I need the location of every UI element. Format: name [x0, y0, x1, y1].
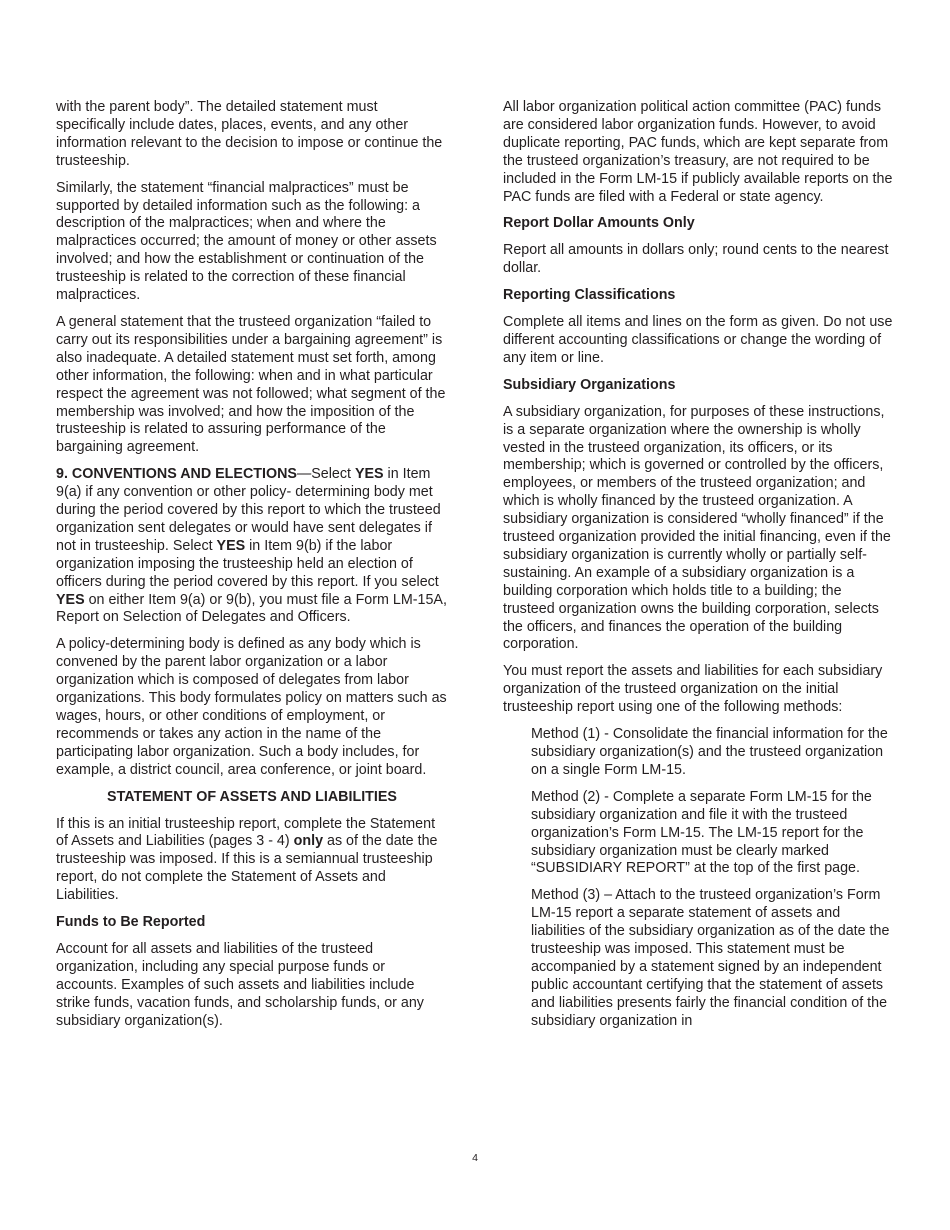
paragraph-bargaining-agreement: A general statement that the trusteed organization “failed to carry out its responsibilities under a bargaining agreement” is also inadequate. A detailed statement must set forth, among other information, the following: when and in what particular respect the agreement was not followed; what segment of the membership was involved; and how the imposition of the trusteeship is related to assuring performance of the bargaining agreement.	[56, 313, 446, 456]
paragraph-account-assets: Account for all assets and liabilities of the trusteed organization, including any special purpose funds or accounts. Examples of such assets and liabilities include strike funds, vacation funds, and scholarship funds, or any subsidiary organization(s).	[56, 940, 424, 1029]
paragraph-dollar-amounts: Report all amounts in dollars only; round cents to the nearest dollar.	[503, 242, 889, 277]
conventions-heading: 9. CONVENTIONS AND ELECTIONS	[56, 466, 297, 483]
method-1: Method (1) - Consolidate the financial information for the subsidiary organization(s) and the trusteed organization on a single Form LM-15.	[531, 726, 888, 778]
paragraph-parent-body: with the parent body”. The detailed statement must specifically include dates, places, events, and any other information relevant to the decision to impose or continue the trusteeship.	[56, 99, 443, 169]
left-column	[56, 99, 448, 1040]
right-column	[503, 99, 895, 1040]
paragraph-financial-malpractices: Similarly, the statement “financial malpractices” must be supported by detailed information such as the following: a description of the malpractices; when and where the malpractices occurred; the amount of money or other assets involved; and how the establishment or continuation of the trusteeship is related to the correction of these financial malpractices.	[56, 179, 437, 304]
method-2: Method (2) - Complete a separate Form LM-15 for the subsidiary organization and file it with the trusteed organization’s Form LM-15. The LM-15 report for the subsidiary organization must be clearly marked “SUBSIDIARY REPORT” at the top of the first page.	[531, 788, 872, 877]
heading-reporting-classifications: Reporting Classifications	[503, 287, 676, 304]
paragraph-pac-funds: All labor organization political action committee (PAC) funds are considered labor organization funds. However, to avoid duplicate reporting, PAC funds, which are kept separate from the trusteed organization’s treasury, are not required to be included in the Form LM-15 if publicly available reports on the PAC funds are filed with a Federal or state agency.	[503, 99, 893, 205]
paragraph-policy-determining-body: A policy-determining body is defined as any body which is convened by the parent labor organization or a labor organization which is composed of delegates from labor organizations. This body formulates policy on matters such as wages, hours, or other conditions of employment, or recommends or takes any action in the name of the participating labor organization. Such a body includes, for example, a district council, area conference, or joint board.	[56, 636, 447, 778]
page-number: 4	[472, 1152, 478, 1164]
method-3: Method (3) – Attach to the trusteed organization’s Form LM-15 report a separate statement of assets and liabilities of the subsidiary organization as of the date the trusteeship was imposed. This statement must be accompanied by a statement signed by an independent public accountant certifying that the statement of assets and liabilities presents fairly the financial condition of the subsidiary organization in	[531, 887, 890, 1029]
heading-subsidiary-organizations: Subsidiary Organizations	[503, 376, 676, 393]
paragraph-initial-report: If this is an initial trusteeship report, complete the Statement of Assets and Liabilities (pages 3 - 4) only as of the date the trusteeship was imposed. If this is a semiannual trusteeship report, do not complete the Statement of Assets and Liabilities.	[56, 815, 438, 904]
paragraph-report-methods: You must report the assets and liabilities for each subsidiary organization of the trusteed organization on the initial trusteeship report using one of the following methods:	[503, 663, 883, 716]
heading-funds-reported: Funds to Be Reported	[56, 914, 206, 931]
paragraph-conventions-elections: 9. CONVENTIONS AND ELECTIONS—Select YES in Item 9(a) if any convention or other policy- determining body met during the period covered by this report to which the trusteed organization sent delegates or would have sent delegates if not in trusteeship. Select YES in Item 9(b) if the labor organization imposing the trusteeship held an election of officers during the period covered by this report. If you select YES on either Item 9(a) or 9(b), you must file a Form LM-15A, Report on Selection of Delegates and Officers.	[56, 466, 447, 626]
heading-dollar-amounts: Report Dollar Amounts Only	[503, 215, 695, 232]
section-heading-assets-liabilities: STATEMENT OF ASSETS AND LIABILITIES	[107, 788, 397, 805]
paragraph-subsidiary-definition: A subsidiary organization, for purposes of these instructions, is a separate organization where the ownership is wholly vested in the trusteed organization, its officers, or its membership; which is governed or controlled by the officers, employees, or members of the trusteed organization; and which is wholly financed by the trusteed organization. A subsidiary organization is considered “wholly financed” if the trusteed organization provided the initial financing, even if the subsidiary organization is currently wholly or partially self-sustaining. An example of a subsidiary organization is a building corporation which holds title to a building; the trusteed organization owns the building corporation, selects the officers, and finances the operation of the building corporation.	[503, 403, 891, 653]
paragraph-reporting-classifications: Complete all items and lines on the form as given. Do not use different accounting classifications or change the wording of any item or line.	[503, 314, 893, 366]
